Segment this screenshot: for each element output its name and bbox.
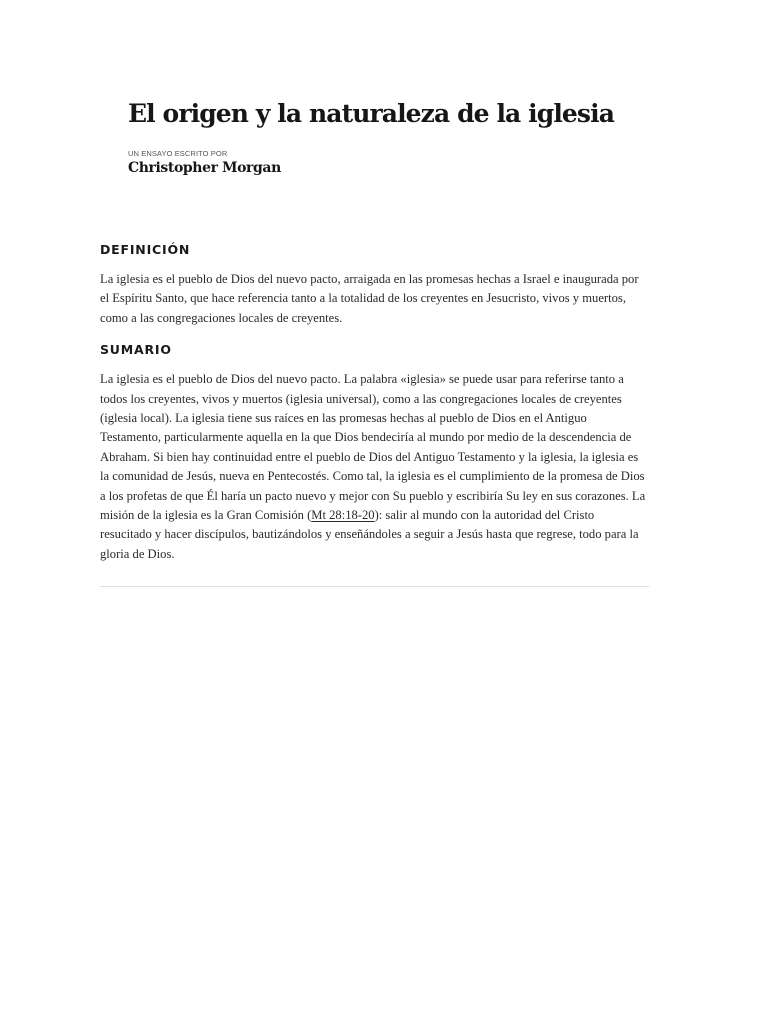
summary-section [100,340,649,564]
article-title: El origen y la naturaleza de la iglesia [128,99,615,128]
definition-text: La iglesia es el pueblo de Dios del nuevo pacto, arraigada en las promesas hechas a Israel e inaugurada por el Espíritu Santo, que hace referencia tanto a la totalidad de los creyentes en Jesucristo, vivos y muertos, como a las congregaciones locales de creyentes. [100,272,639,325]
scripture-reference-link[interactable]: Mt 28:18-20 [311,508,375,523]
summary-text-end: ): salir al mundo con la autoridad del Cristo resucitado y hacer discípulos, bautizándolos y enseñándoles a seguir a Jesús hasta que regrese, todo para la gloria de Dios. [100,508,639,561]
summary-text [100,370,649,564]
section-divider [100,586,649,587]
article-body [100,240,649,576]
author-name: Christopher Morgan [128,160,281,176]
definition-section [100,240,649,328]
definition-heading: DEFINICIÓN [100,242,191,257]
summary-heading: SUMARIO [100,342,172,358]
byline-kicker: UN ENSAYO ESCRITO POR [128,149,228,158]
summary-text-start: La iglesia es el pueblo de Dios del nuevo pacto. La palabra «iglesia» se puede usar para referirse tanto a todos los creyentes, vivos y muertos (iglesia universal), como a las congregaciones locales de creyentes (iglesia local). La iglesia tiene sus raíces en las promesas hechas al pueblo de Dios en el Antiguo Testamento, particularmente aquella en la que Dios bendeciría al mundo por medio de la descendencia de Abraham. Si bien hay continuidad entre el pueblo de Dios del Antiguo Testamento y la iglesia, la iglesia es la comunidad de Jesús, nueva en Pentecostés. Como tal, la iglesia es el cumplimiento de la promesa de Dios a los profetas de que Él haría un pacto nuevo y mejor con Su pueblo y escribiría Su ley en sus corazones. La misión de la iglesia es la Gran Comisión ( [100,372,646,523]
